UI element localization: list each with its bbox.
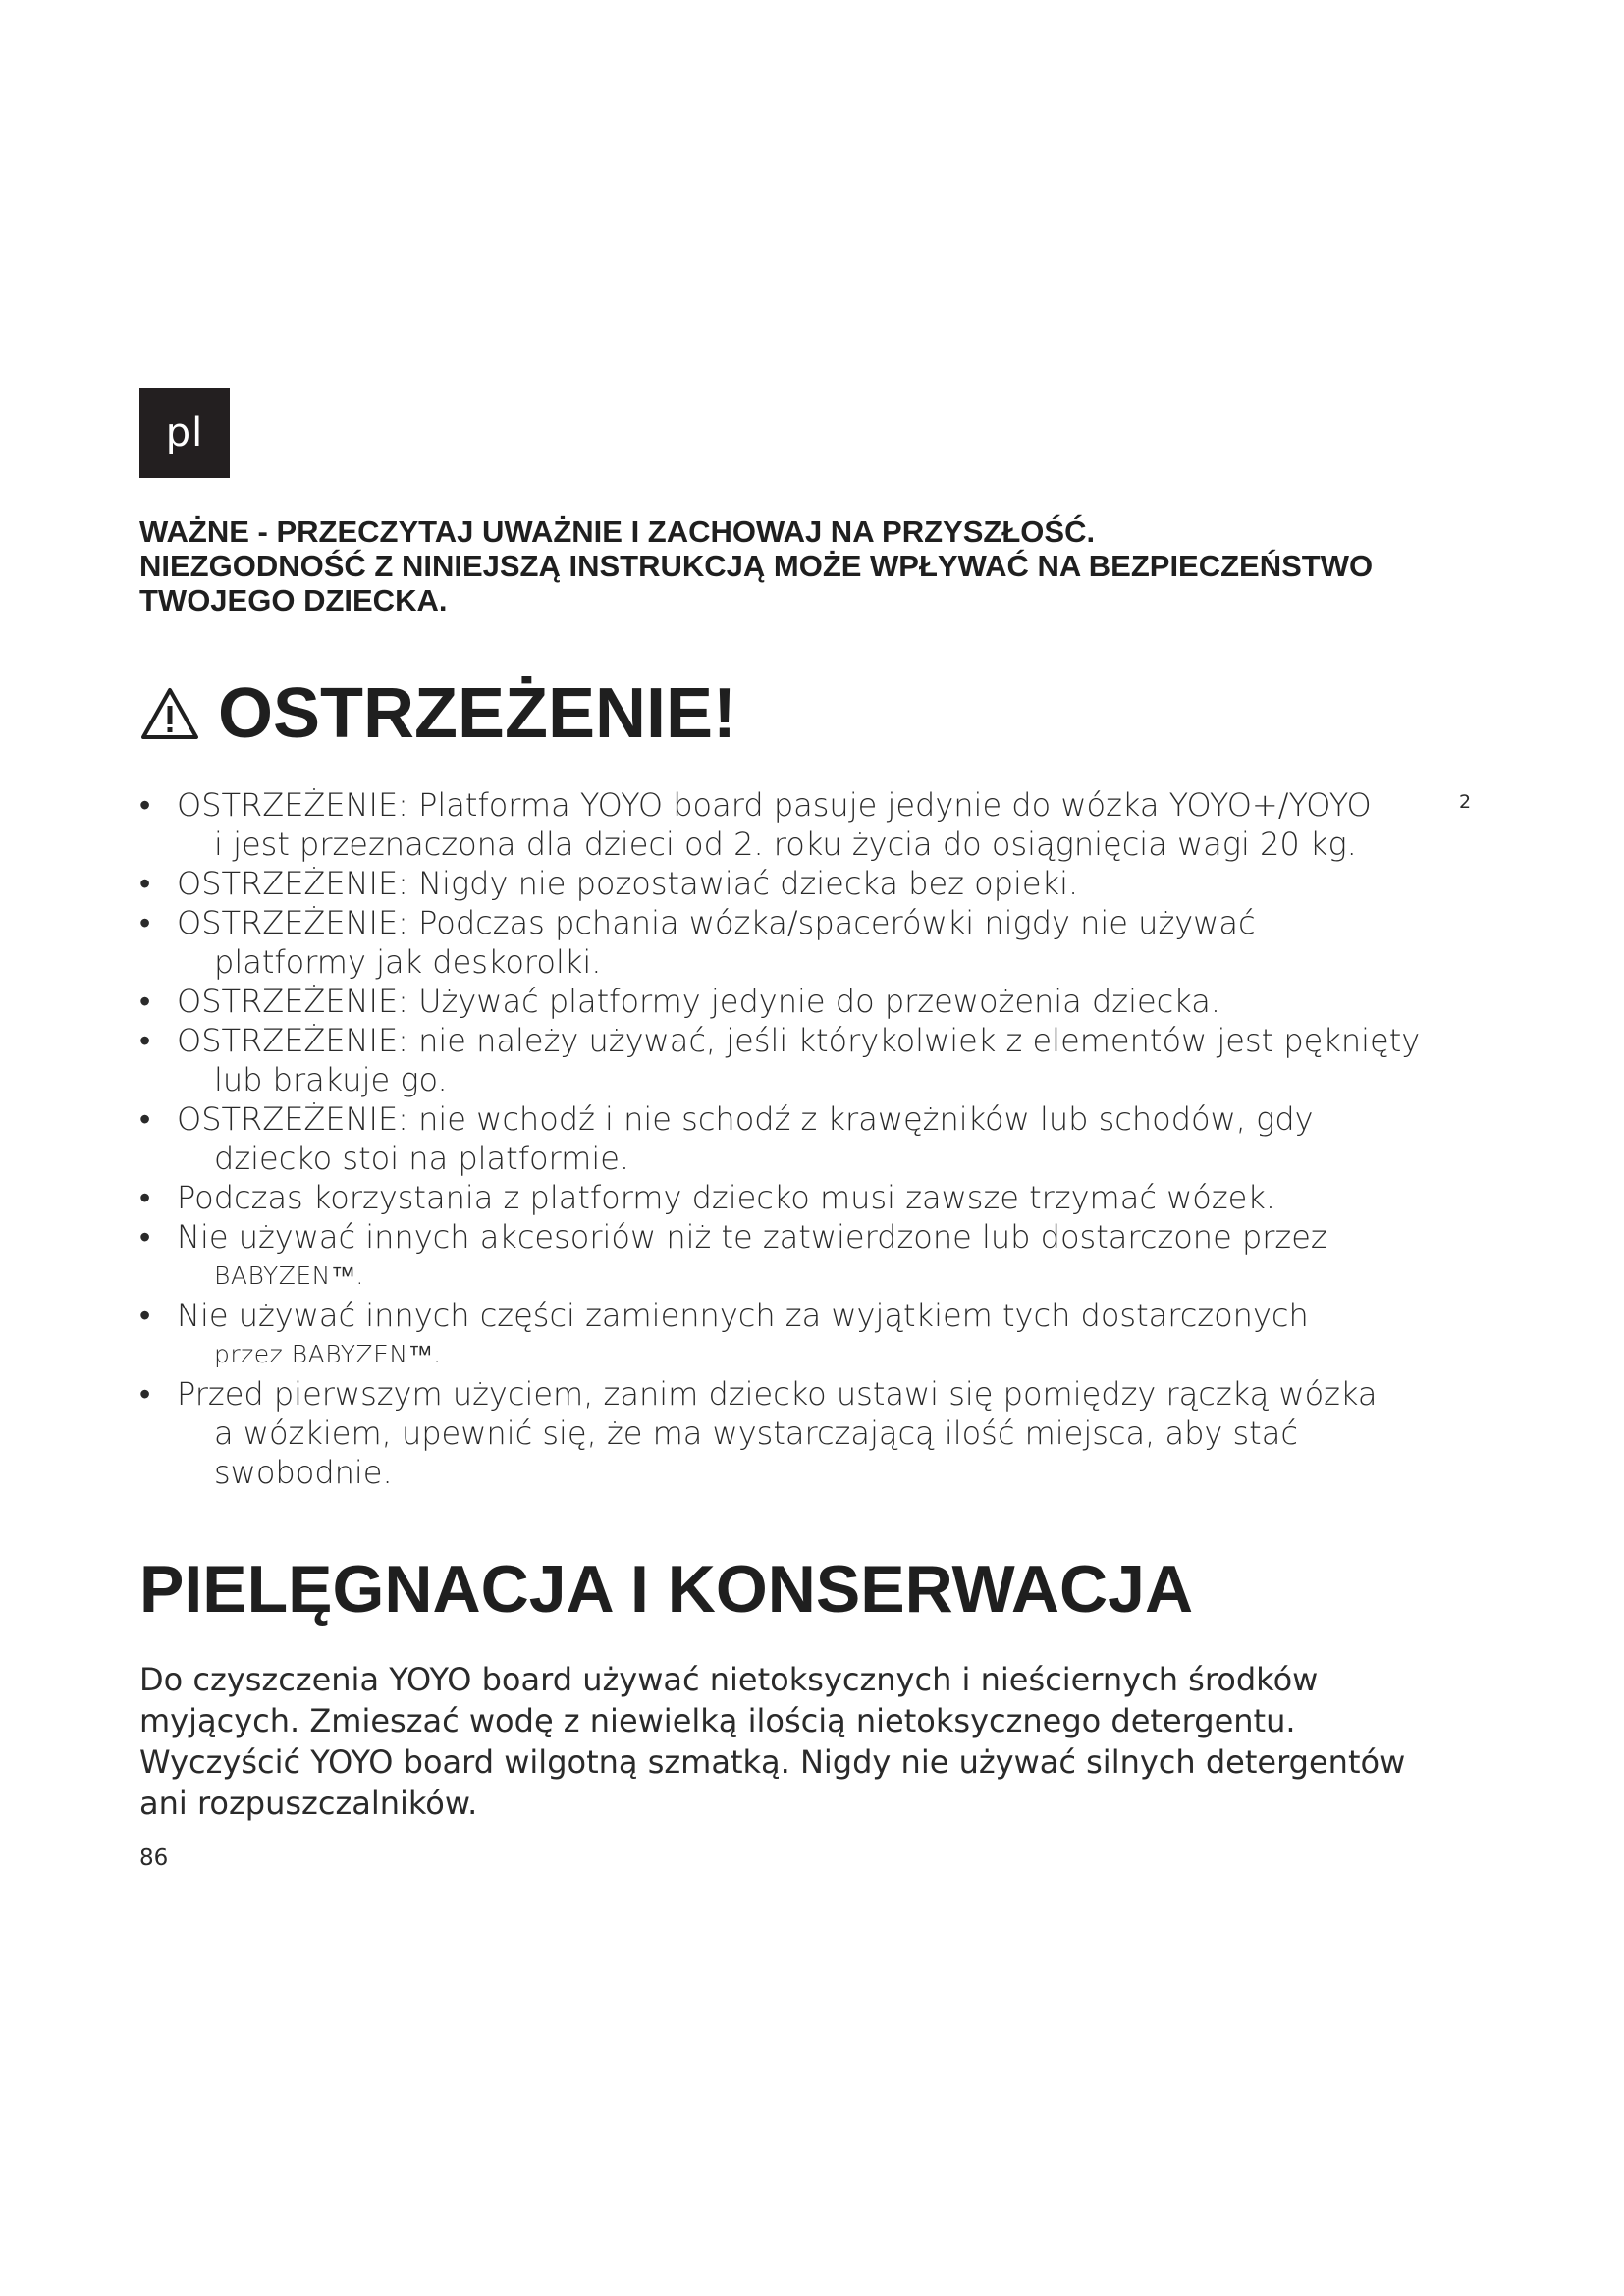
list-item-line: OSTRZEŻENIE: Używać platformy jedynie do przewożenia dziecka. (177, 983, 1220, 1020)
bullet: • (139, 1100, 151, 1138)
bullet: • (139, 1022, 151, 1059)
list-item-line: OSTRZEŻENIE: Platforma YOYO board pasuje jedynie do wózka YOYO+/YOYO (177, 786, 1372, 824)
list-item (139, 1296, 1445, 1374)
footnote-marker: 2 (1459, 791, 1472, 813)
page-number: 86 (139, 1845, 169, 1871)
list-item-line: i jest przeznaczona dla dzieci od 2. roku życia do osiągnięcia wagi 20 kg. (214, 826, 1357, 863)
list-item-line: platformy jak deskorolki. (214, 943, 602, 981)
list-item (139, 982, 1445, 1021)
bullet: • (139, 786, 151, 824)
list-item-line: BABYZEN™. (214, 1261, 364, 1290)
list-item (139, 1021, 1445, 1099)
important-line: WAŻNE - PRZECZYTAJ UWAŻNIE I ZACHOWAJ NA PRZYSZŁOŚĆ. (139, 514, 1096, 549)
bullet: • (139, 1375, 151, 1413)
list-item (139, 1178, 1445, 1217)
bullet: • (139, 1297, 151, 1334)
care-paragraph (139, 1659, 1475, 1824)
list-item-line: Nie używać innych części zamiennych za wyjątkiem tych dostarczonych (177, 1297, 1309, 1334)
list-item-line: a wózkiem, upewnić się, że ma wystarczającą ilość miejsca, aby stać (214, 1415, 1298, 1452)
care-heading: PIELĘGNACJA I KONSERWACJA (139, 1552, 1194, 1627)
language-badge: pl (139, 388, 230, 478)
list-item-line: OSTRZEŻENIE: Podczas pchania wózka/spacerówki nigdy nie używać (177, 904, 1256, 941)
list-item-line: Nie używać innych akcesoriów niż te zatwierdzone lub dostarczone przez (177, 1218, 1327, 1255)
list-item-line: Podczas korzystania z platformy dziecko musi zawsze trzymać wózek. (177, 1179, 1276, 1216)
list-item-line: swobodnie. (214, 1454, 393, 1491)
warning-title: OSTRZEŻENIE! (218, 674, 737, 753)
list-item (139, 1217, 1445, 1296)
list-item (139, 903, 1445, 982)
list-item-line: OSTRZEŻENIE: Nigdy nie pozostawiać dziecka bez opieki. (177, 865, 1079, 902)
list-item (139, 1099, 1445, 1178)
care-line: ani rozpuszczalników. (139, 1785, 478, 1822)
warning-heading (139, 673, 736, 754)
list-item (139, 864, 1445, 903)
bullet: • (139, 865, 151, 902)
care-line: Wyczyścić YOYO board wilgotną szmatką. Nigdy nie używać silnych detergentów (139, 1743, 1406, 1781)
list-item-line: lub brakuje go. (214, 1061, 448, 1098)
list-item-line: dziecko stoi na platformie. (214, 1140, 630, 1177)
warning-triangle-icon (139, 686, 200, 741)
bullet: • (139, 983, 151, 1020)
bullet: • (139, 1218, 151, 1255)
care-line: Do czyszczenia YOYO board używać nietoksycznych i nieściernych środków (139, 1661, 1319, 1698)
warning-list (139, 785, 1445, 1492)
important-notice (139, 514, 1445, 617)
list-item (139, 785, 1445, 864)
care-line: myjących. Zmieszać wodę z niewielką ilością nietoksycznego detergentu. (139, 1702, 1296, 1739)
list-item-line: Przed pierwszym użyciem, zanim dziecko ustawi się pomiędzy rączką wózka (177, 1375, 1378, 1413)
list-item-line: OSTRZEŻENIE: nie należy używać, jeśli którykolwiek z elementów jest pęknięty (177, 1022, 1421, 1059)
important-line: TWOJEGO DZIECKA. (139, 583, 448, 617)
list-item-line: przez BABYZEN™. (214, 1340, 442, 1368)
list-item-line: OSTRZEŻENIE: nie wchodź i nie schodź z krawężników lub schodów, gdy (177, 1100, 1314, 1138)
bullet: • (139, 904, 151, 941)
list-item (139, 1374, 1445, 1492)
bullet: • (139, 1179, 151, 1216)
important-line: NIEZGODNOŚĆ Z NINIEJSZĄ INSTRUKCJĄ MOŻE WPŁYWAĆ NA BEZPIECZEŃSTWO (139, 549, 1374, 583)
